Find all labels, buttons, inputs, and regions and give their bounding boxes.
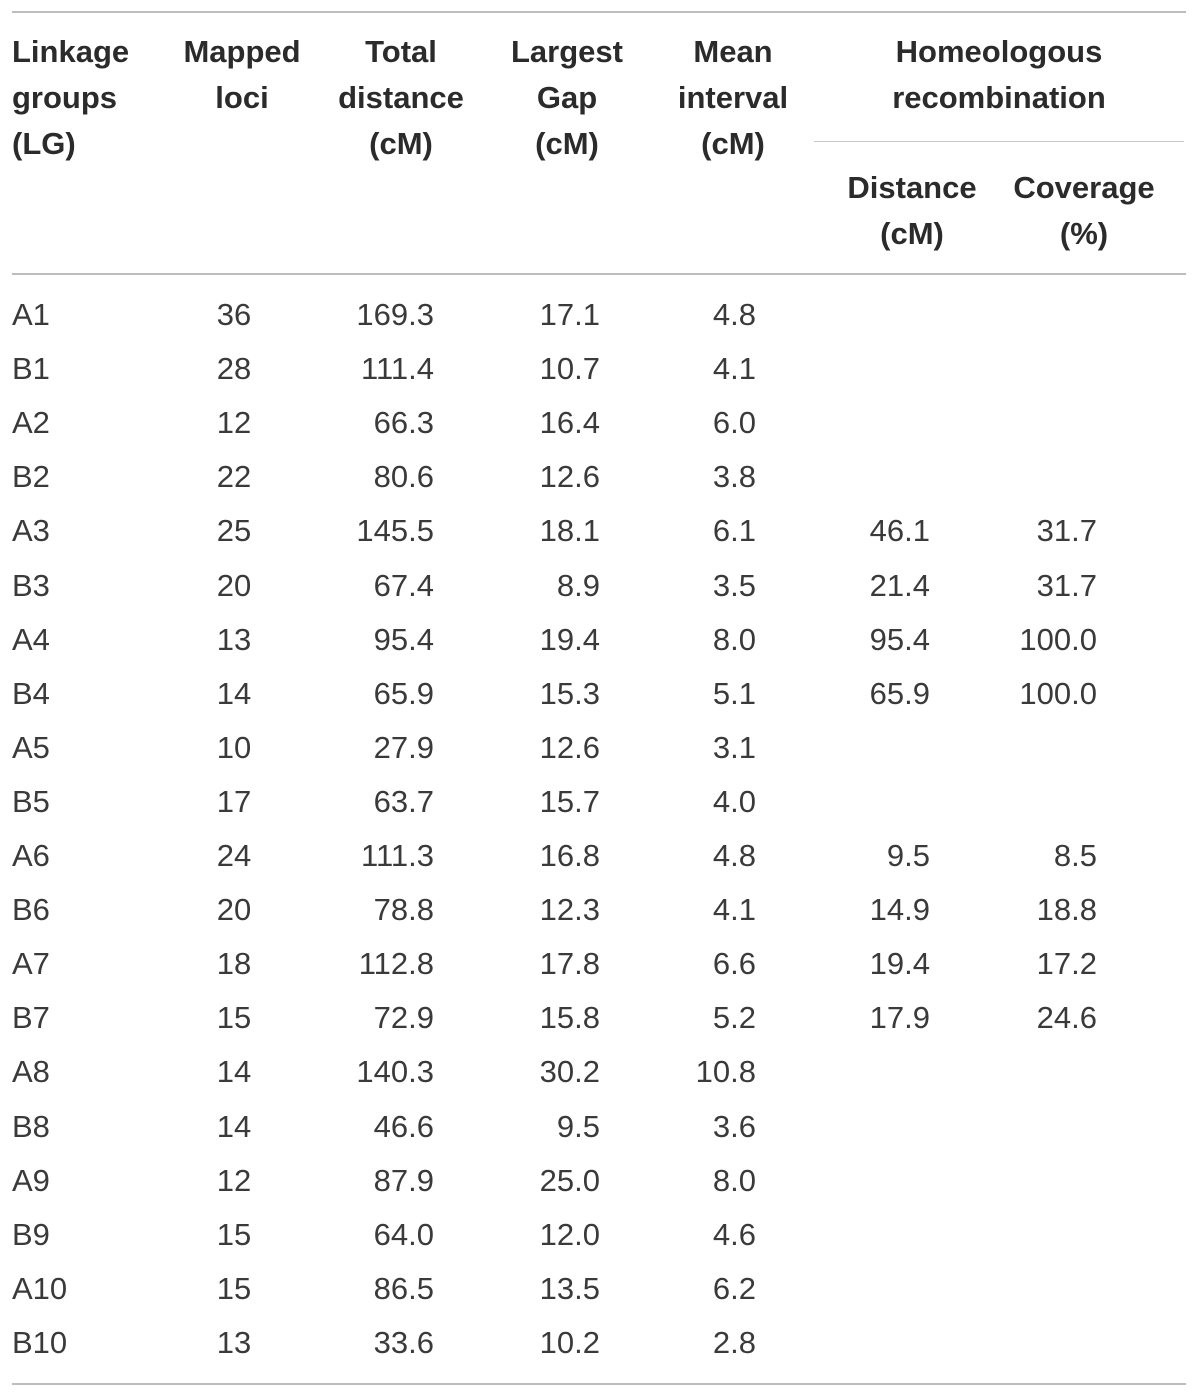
cell-homeologous-coverage: 100.0 <box>1019 621 1097 657</box>
cell-largest-gap: 16.8 <box>539 838 600 873</box>
cell-homeologous-distance: 9.5 <box>886 838 930 873</box>
cell-largest-gap: 30.2 <box>539 1054 600 1090</box>
header-distance <box>832 165 992 257</box>
header-line: loci <box>215 80 269 115</box>
cell-mean-interval: 3.5 <box>712 567 756 603</box>
cell-largest-gap: 12.6 <box>539 459 600 495</box>
cell-linkage-group: B4 <box>12 675 50 711</box>
cell-mapped-loci: 13 <box>216 621 252 657</box>
cell-homeologous-distance: 21.4 <box>869 567 930 603</box>
cell-mapped-loci: 10 <box>216 729 252 765</box>
cell-largest-gap: 16.4 <box>539 405 600 441</box>
header-line: (cM) <box>880 216 944 251</box>
cell-homeologous-distance: 17.9 <box>869 1000 930 1036</box>
cell-homeologous-distance: 46.1 <box>869 513 930 549</box>
cell-largest-gap: 25.0 <box>539 1162 600 1198</box>
header-line: (LG) <box>12 126 76 161</box>
header-bottom-rule <box>12 273 1186 275</box>
cell-mapped-loci: 20 <box>216 567 252 603</box>
cell-total-distance: 67.4 <box>373 567 434 603</box>
cell-mean-interval: 2.8 <box>712 1324 756 1360</box>
cell-homeologous-coverage: 18.8 <box>1036 892 1097 928</box>
cell-total-distance: 66.3 <box>373 405 434 441</box>
header-line: Mean <box>693 34 773 69</box>
header-line: (cM) <box>369 126 433 161</box>
cell-mapped-loci: 22 <box>216 459 252 495</box>
cell-mean-interval: 6.1 <box>712 513 756 549</box>
cell-mapped-loci: 25 <box>216 513 252 549</box>
cell-total-distance: 72.9 <box>373 1000 434 1036</box>
header-line: (cM) <box>535 126 599 161</box>
cell-largest-gap: 18.1 <box>539 513 600 549</box>
cell-mapped-loci: 12 <box>216 1162 252 1198</box>
cell-mapped-loci: 14 <box>216 1108 252 1144</box>
cell-homeologous-coverage: 100.0 <box>1019 675 1097 711</box>
cell-homeologous-coverage: 31.7 <box>1036 567 1097 603</box>
cell-largest-gap: 10.2 <box>539 1324 600 1360</box>
cell-homeologous-coverage: 24.6 <box>1036 1000 1097 1036</box>
cell-mean-interval: 4.1 <box>712 892 756 928</box>
cell-mean-interval: 10.8 <box>695 1054 756 1090</box>
cell-homeologous-coverage: 31.7 <box>1036 513 1097 549</box>
cell-largest-gap: 9.5 <box>556 1108 600 1144</box>
header-line: Homeologous <box>895 34 1103 69</box>
cell-largest-gap: 10.7 <box>539 351 600 387</box>
header-line: Coverage <box>1013 170 1155 205</box>
cell-mapped-loci: 15 <box>216 1270 252 1306</box>
cell-total-distance: 63.7 <box>373 783 434 819</box>
cell-linkage-group: B5 <box>12 783 50 819</box>
cell-homeologous-distance: 14.9 <box>869 892 930 928</box>
header-line: Distance <box>847 170 977 205</box>
header-total-distance <box>330 29 472 167</box>
cell-linkage-group: A9 <box>12 1162 50 1198</box>
header-line: Linkage <box>12 34 130 69</box>
cell-linkage-group: A10 <box>12 1270 68 1306</box>
cell-total-distance: 169.3 <box>356 297 434 332</box>
cell-linkage-group: A4 <box>12 621 50 657</box>
header-line: distance <box>338 80 464 115</box>
cell-homeologous-distance: 95.4 <box>869 621 930 657</box>
cell-mapped-loci: 17 <box>216 783 252 819</box>
cell-homeologous-distance: 65.9 <box>869 675 930 711</box>
table-bottom-rule <box>12 1383 1186 1385</box>
cell-linkage-group: A7 <box>12 946 50 982</box>
cell-mapped-loci: 14 <box>216 1054 252 1090</box>
cell-total-distance: 95.4 <box>373 621 434 657</box>
cell-total-distance: 46.6 <box>373 1108 434 1144</box>
cell-mapped-loci: 12 <box>216 405 252 441</box>
cell-mapped-loci: 36 <box>216 297 252 332</box>
cell-largest-gap: 15.7 <box>539 783 600 819</box>
cell-mean-interval: 5.1 <box>712 675 756 711</box>
cell-linkage-group: A6 <box>12 838 50 873</box>
cell-mapped-loci: 15 <box>216 1216 252 1252</box>
cell-largest-gap: 12.3 <box>539 892 600 928</box>
cell-mapped-loci: 18 <box>216 946 252 982</box>
cell-total-distance: 145.5 <box>356 513 434 549</box>
cell-mapped-loci: 15 <box>216 1000 252 1036</box>
cell-linkage-group: B7 <box>12 1000 50 1036</box>
cell-mean-interval: 6.2 <box>712 1270 756 1306</box>
cell-linkage-group: B10 <box>12 1324 68 1360</box>
cell-linkage-group: A8 <box>12 1054 50 1090</box>
header-mapped-loci <box>172 29 312 121</box>
cell-mean-interval: 4.8 <box>712 838 756 873</box>
cell-mean-interval: 5.2 <box>712 1000 756 1036</box>
cell-mean-interval: 4.1 <box>712 351 756 387</box>
header-mean-interval <box>662 29 804 167</box>
cell-total-distance: 87.9 <box>373 1162 434 1198</box>
header-line: Largest <box>511 34 623 69</box>
cell-linkage-group: B1 <box>12 351 50 387</box>
cell-mean-interval: 8.0 <box>712 621 756 657</box>
cell-largest-gap: 17.1 <box>539 297 600 332</box>
cell-linkage-group: B3 <box>12 567 50 603</box>
cell-homeologous-coverage: 17.2 <box>1036 946 1097 982</box>
header-largest-gap <box>500 29 634 167</box>
cell-linkage-group: A3 <box>12 513 50 549</box>
cell-linkage-group: A1 <box>12 297 50 332</box>
cell-homeologous-coverage: 8.5 <box>1053 838 1097 873</box>
cell-total-distance: 111.4 <box>361 351 434 387</box>
cell-total-distance: 64.0 <box>373 1216 434 1252</box>
cell-total-distance: 86.5 <box>373 1270 434 1306</box>
cell-total-distance: 112.8 <box>358 946 434 982</box>
cell-mean-interval: 4.8 <box>712 297 756 332</box>
cell-largest-gap: 17.8 <box>539 946 600 982</box>
cell-mean-interval: 4.6 <box>712 1216 756 1252</box>
cell-total-distance: 80.6 <box>373 459 434 495</box>
header-homeologous-recombination <box>814 29 1184 121</box>
cell-mean-interval: 8.0 <box>712 1162 756 1198</box>
header-line: (%) <box>1059 216 1109 251</box>
cell-linkage-group: A2 <box>12 405 50 441</box>
cell-linkage-group: B8 <box>12 1108 50 1144</box>
cell-total-distance: 65.9 <box>373 675 434 711</box>
header-coverage <box>998 165 1170 257</box>
cell-mean-interval: 4.0 <box>712 783 756 819</box>
homeologous-group-rule <box>814 141 1184 142</box>
cell-mapped-loci: 28 <box>216 351 252 387</box>
header-line: (cM) <box>701 126 765 161</box>
cell-mean-interval: 6.0 <box>712 405 756 441</box>
cell-linkage-group: B9 <box>12 1216 50 1252</box>
cell-total-distance: 111.3 <box>361 838 434 873</box>
header-line: Total <box>365 34 437 69</box>
cell-largest-gap: 8.9 <box>556 567 600 603</box>
cell-mapped-loci: 24 <box>216 838 252 873</box>
table-top-rule <box>12 11 1186 13</box>
cell-largest-gap: 12.0 <box>539 1216 600 1252</box>
cell-mean-interval: 3.1 <box>712 729 756 765</box>
header-line: interval <box>677 80 789 115</box>
header-line: recombination <box>892 80 1106 115</box>
header-line: Gap <box>536 80 598 115</box>
cell-linkage-group: B2 <box>12 459 50 495</box>
cell-linkage-group: A5 <box>12 729 50 765</box>
cell-total-distance: 33.6 <box>373 1324 434 1360</box>
cell-largest-gap: 15.8 <box>539 1000 600 1036</box>
cell-total-distance: 78.8 <box>373 892 434 928</box>
header-line: Mapped <box>183 34 301 69</box>
cell-mapped-loci: 13 <box>216 1324 252 1360</box>
cell-mean-interval: 3.6 <box>712 1108 756 1144</box>
cell-mapped-loci: 14 <box>216 675 252 711</box>
cell-largest-gap: 12.6 <box>539 729 600 765</box>
cell-largest-gap: 13.5 <box>539 1270 600 1306</box>
cell-linkage-group: B6 <box>12 892 50 928</box>
cell-mean-interval: 6.6 <box>712 946 756 982</box>
cell-largest-gap: 15.3 <box>539 675 600 711</box>
header-linkage-groups <box>12 29 129 167</box>
cell-mean-interval: 3.8 <box>712 459 756 495</box>
header-line: groups <box>12 80 118 115</box>
cell-mapped-loci: 20 <box>216 892 252 928</box>
cell-total-distance: 27.9 <box>373 729 434 765</box>
cell-homeologous-distance: 19.4 <box>869 946 930 982</box>
cell-largest-gap: 19.4 <box>539 621 600 657</box>
cell-total-distance: 140.3 <box>356 1054 434 1090</box>
